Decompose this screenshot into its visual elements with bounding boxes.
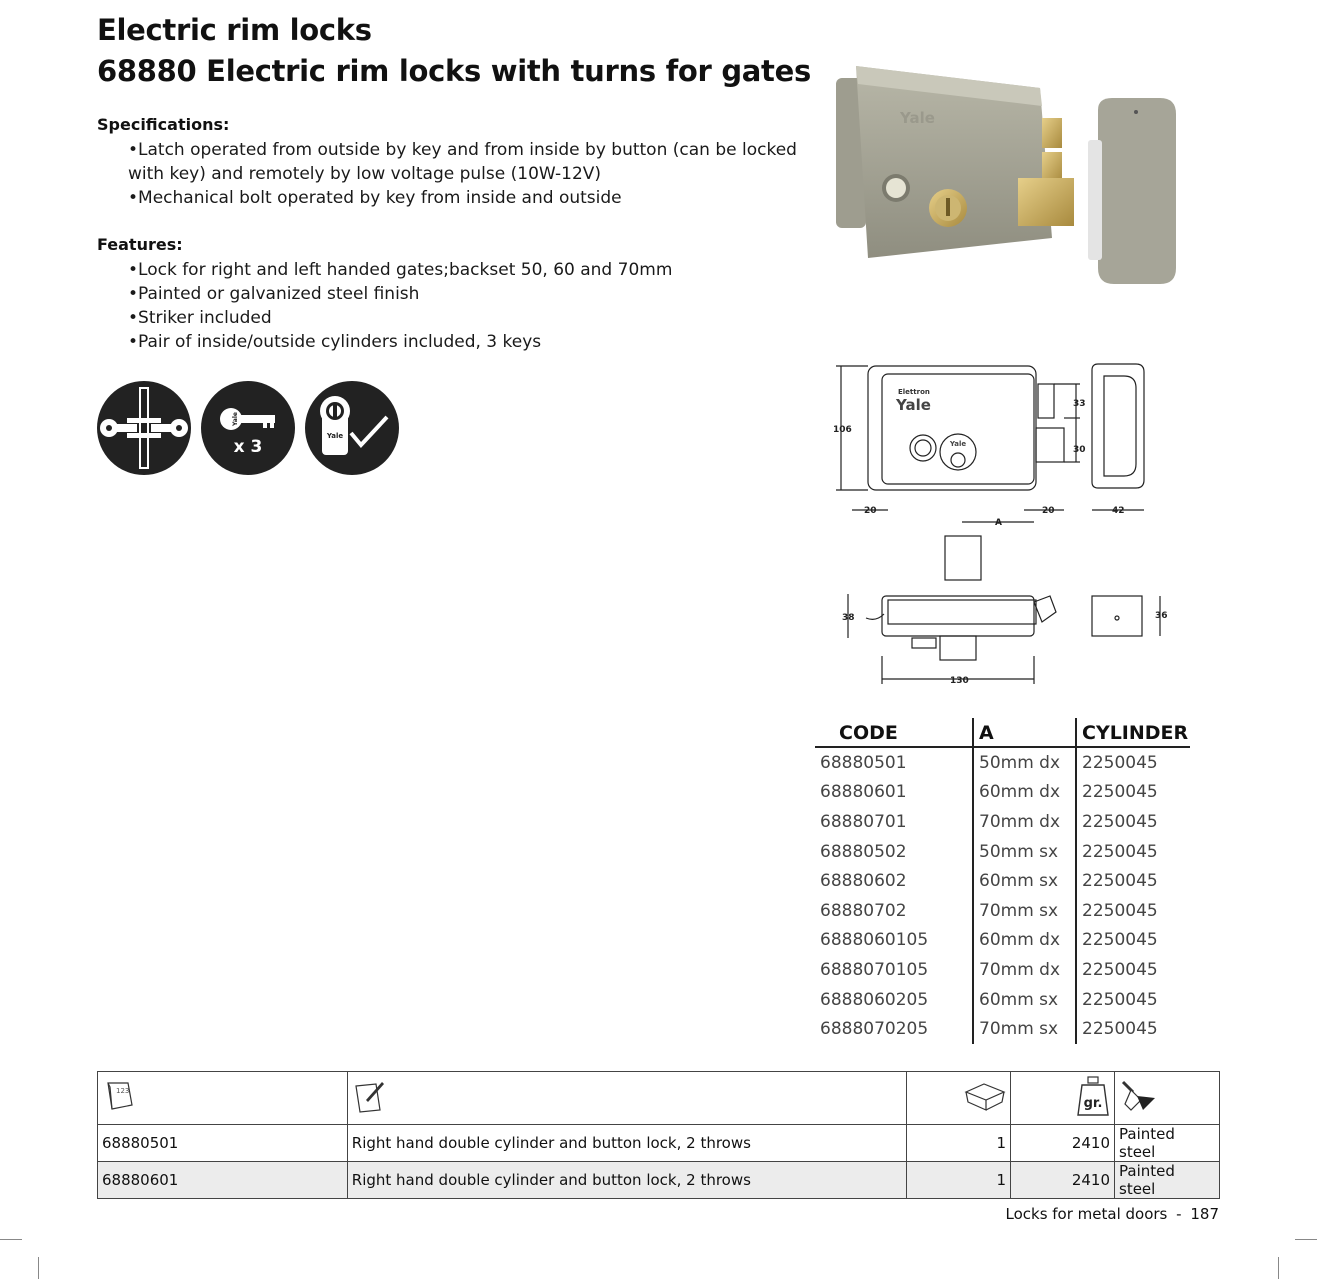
header-cylinder: CYLINDER (1075, 718, 1190, 746)
features-list (128, 258, 672, 354)
feature-item: •Lock for right and left handed gates;backset 50, 60 and 70mm (128, 260, 673, 280)
page-number: 187 (1190, 1205, 1219, 1223)
keys-count-label: x 3 (233, 437, 263, 457)
spec-item: •Latch operated from outside by key and from inside by button (can be locked (128, 140, 797, 160)
key-brand-label: Yale (232, 412, 239, 426)
cell-a: 60mm dx (972, 778, 1075, 808)
cell-cylinder: 2250045 (1075, 896, 1190, 926)
cell-a: 60mm sx (972, 985, 1075, 1015)
page-footer (1005, 1205, 1219, 1223)
table-row (815, 807, 1190, 837)
drawing-cylinder-brand: Yale (949, 440, 967, 448)
feature-item: •Painted or galvanized steel finish (128, 284, 420, 304)
crop-mark (1295, 1239, 1317, 1240)
table-row (98, 1162, 1220, 1199)
code-header-cell (98, 1072, 348, 1125)
feature-icons (97, 381, 399, 475)
cell-code: 68880601 (98, 1162, 348, 1199)
cell-finish: Painted steel (1115, 1162, 1220, 1199)
cell-a: 70mm dx (972, 807, 1075, 837)
dim-42: 42 (1112, 506, 1125, 516)
weight-header-cell (1011, 1072, 1115, 1125)
feature-item: •Striker included (128, 308, 272, 328)
cell-code: 68880602 (820, 871, 907, 892)
cell-cylinder: 2250045 (1075, 807, 1190, 837)
cell-code: 68880502 (820, 841, 907, 862)
code-table (815, 718, 1190, 1044)
cell-a: 70mm sx (972, 896, 1075, 926)
specifications-list (128, 138, 797, 210)
title-line-1: Electric rim locks (97, 13, 372, 47)
cell-code: 6888060105 (820, 930, 929, 951)
dim-a: A (995, 518, 1002, 528)
box-quantity-icon (964, 1080, 1006, 1112)
cylinder-brand-label: Yale (326, 432, 344, 440)
cell-a: 60mm sx (972, 866, 1075, 896)
cell-code: 68880701 (820, 811, 907, 832)
cell-weight: 2410 (1011, 1162, 1115, 1199)
cell-code: 6888060205 (820, 989, 929, 1010)
table-row (815, 1014, 1190, 1044)
product-photo (830, 48, 1190, 293)
footer-section: Locks for metal doors (1005, 1205, 1168, 1223)
cell-code: 6888070205 (820, 1019, 929, 1040)
header-code: CODE (839, 722, 898, 744)
table-row (815, 896, 1190, 926)
double-cylinder-icon (97, 381, 191, 475)
drawing-brand-top: Elettron (898, 388, 930, 396)
cell-cylinder: 2250045 (1075, 926, 1190, 956)
table-row (815, 837, 1190, 867)
table-row (815, 866, 1190, 896)
features-heading: Features: (97, 235, 183, 254)
crop-mark (0, 1239, 22, 1240)
weight-unit-label: gr. (1083, 1096, 1103, 1111)
cell-a: 60mm dx (972, 926, 1075, 956)
three-keys-icon (201, 381, 295, 475)
technical-drawing (828, 356, 1173, 692)
description-header-cell (347, 1072, 906, 1125)
finish-icon (1119, 1078, 1159, 1114)
cell-a: 70mm sx (972, 1014, 1075, 1044)
product-table (97, 1071, 1220, 1199)
cell-weight: 2410 (1011, 1125, 1115, 1162)
spec-item: with key) and remotely by low voltage pulse (10W-12V) (128, 164, 602, 184)
cell-quantity: 1 (907, 1162, 1011, 1199)
description-icon (352, 1078, 388, 1114)
dim-left-20: 20 (864, 506, 877, 516)
product-table-header (98, 1072, 1220, 1125)
cell-cylinder: 2250045 (1075, 748, 1190, 778)
feature-item: •Pair of inside/outside cylinders included, 3 keys (128, 332, 542, 352)
cell-code: 68880501 (820, 752, 907, 773)
cell-description: Right hand double cylinder and button lock, 2 throws (347, 1162, 906, 1199)
dim-106: 106 (833, 425, 852, 435)
cell-code: 68880601 (820, 782, 907, 803)
cell-description: Right hand double cylinder and button lock, 2 throws (347, 1125, 906, 1162)
cell-code: 6888070105 (820, 959, 929, 980)
table-row (815, 926, 1190, 956)
table-row (815, 955, 1190, 985)
table-row (98, 1125, 1220, 1162)
dim-30: 30 (1073, 445, 1086, 455)
title-line-2: 68880 Electric rim locks with turns for gates (97, 54, 811, 88)
page-title (97, 10, 811, 92)
dim-36: 36 (1155, 611, 1168, 621)
code-table-header (815, 718, 1190, 748)
cell-code: 68880501 (98, 1125, 348, 1162)
cell-a: 50mm sx (972, 837, 1075, 867)
photo-brand-label: Yale (900, 109, 935, 127)
cell-cylinder: 2250045 (1075, 985, 1190, 1015)
cell-cylinder: 2250045 (1075, 837, 1190, 867)
table-row (815, 748, 1190, 778)
finish-header-cell (1115, 1072, 1220, 1125)
cell-cylinder: 2250045 (1075, 1014, 1190, 1044)
cell-cylinder: 2250045 (1075, 778, 1190, 808)
table-row (815, 985, 1190, 1015)
drawing-brand: Yale (896, 396, 931, 414)
header-a: A (972, 718, 1075, 746)
cell-finish: Painted steel (1115, 1125, 1220, 1162)
weight-icon (1076, 1075, 1110, 1117)
cell-cylinder: 2250045 (1075, 955, 1190, 985)
code-icon-label: 123 (116, 1087, 130, 1095)
cell-quantity: 1 (907, 1125, 1011, 1162)
code-icon (102, 1079, 138, 1113)
footer-separator: - (1176, 1205, 1182, 1223)
cell-a: 70mm dx (972, 955, 1075, 985)
specifications-heading: Specifications: (97, 115, 230, 134)
cell-code: 68880702 (820, 900, 907, 921)
dim-38: 38 (842, 613, 855, 623)
dim-right-20: 20 (1042, 506, 1055, 516)
dim-130: 130 (950, 676, 969, 686)
crop-mark (1278, 1257, 1279, 1279)
dim-33: 33 (1073, 399, 1086, 409)
table-row (815, 778, 1190, 808)
quantity-header-cell (907, 1072, 1011, 1125)
cylinder-check-icon (305, 381, 399, 475)
cell-a: 50mm dx (972, 748, 1075, 778)
crop-mark (38, 1257, 39, 1279)
spec-item: •Mechanical bolt operated by key from inside and outside (128, 188, 622, 208)
cell-cylinder: 2250045 (1075, 866, 1190, 896)
